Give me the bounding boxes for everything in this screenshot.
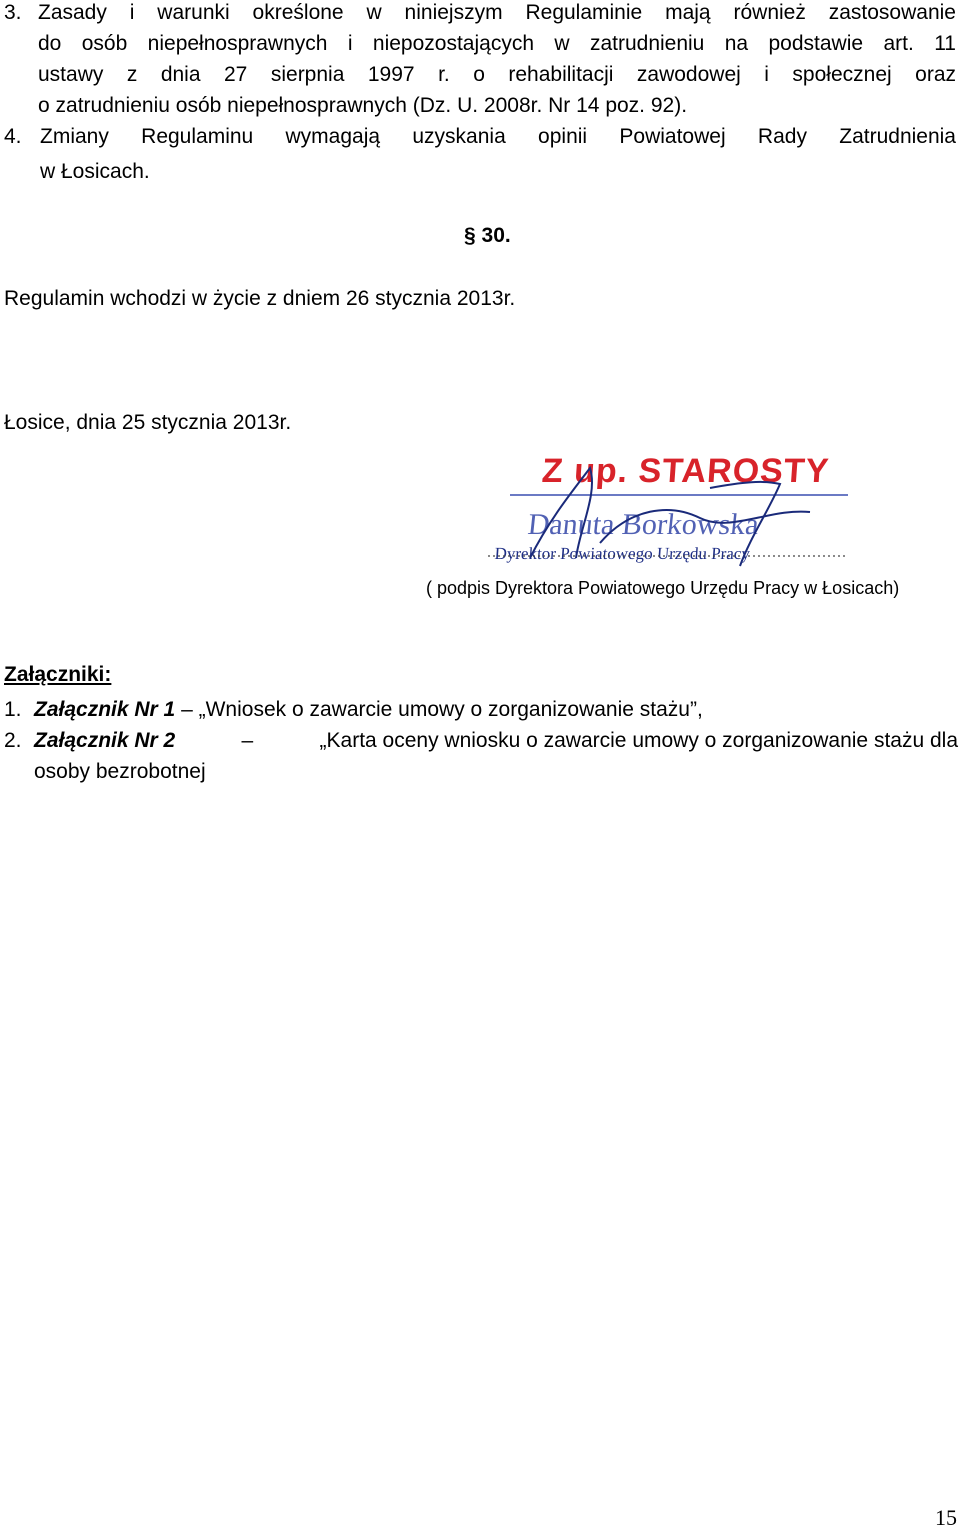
paragraph-line: Zasady i warunki określone w niniejszym Regulaminie mają również zastosowanie bbox=[38, 1, 956, 24]
attachment-title: „Wniosek o zawarcie umowy o zorganizowanie stażu”, bbox=[198, 698, 703, 721]
svg-text:Danuta Borkowska: Danuta Borkowska bbox=[526, 507, 761, 541]
item-number: 2. bbox=[4, 729, 22, 752]
signature-graphic bbox=[480, 448, 860, 578]
stamp-title: Z up. STAROSTY bbox=[540, 452, 831, 490]
attachment-label: Załącznik Nr 1 bbox=[34, 698, 176, 721]
attachment-title: „Karta oceny wniosku o zawarcie umowy o zorganizowanie stażu dla bbox=[319, 729, 958, 752]
attachments-heading: Załączniki: bbox=[4, 663, 112, 686]
official-stamp bbox=[480, 448, 860, 578]
dash: – bbox=[241, 729, 254, 752]
attachment-item bbox=[0, 725, 960, 756]
signature-caption: ( podpis Dyrektora Powiatowego Urzędu Pracy w Łosicach) bbox=[426, 578, 900, 598]
attachment-label: Załącznik Nr 2 bbox=[34, 729, 176, 752]
effective-date-text: Regulamin wchodzi w życie z dniem 26 stycznia 2013r. bbox=[4, 287, 516, 310]
attachment-item bbox=[0, 694, 960, 725]
page-number: 15 bbox=[935, 1505, 957, 1530]
item-number: 3. bbox=[4, 1, 22, 24]
paragraph-line: w Łosicach. bbox=[40, 160, 150, 183]
section-heading: § 30. bbox=[464, 224, 511, 247]
paragraph-line: Zmiany Regulaminu wymagają uzyskania opinii Powiatowej Rady Zatrudnienia bbox=[40, 125, 956, 148]
paragraph-line: do osób niepełnosprawnych i niepozostających w zatrudnieniu na podstawie art. 11 bbox=[38, 32, 956, 55]
attachment-title-continued: osoby bezrobotnej bbox=[34, 760, 206, 783]
paragraph-line: ustawy z dnia 27 sierpnia 1997 r. o rehabilitacji zawodowej i społecznej oraz bbox=[38, 63, 956, 86]
svg-text:Dyrektor Powiatowego Urzędu Pr: Dyrektor Powiatowego Urzędu Pracy bbox=[493, 544, 751, 563]
dash: – bbox=[181, 698, 193, 721]
item-number: 1. bbox=[4, 698, 22, 721]
item-number: 4. bbox=[4, 125, 22, 148]
place-date: Łosice, dnia 25 stycznia 2013r. bbox=[4, 411, 292, 434]
paragraph-line: o zatrudnieniu osób niepełnosprawnych (Dz. U. 2008r. Nr 14 poz. 92). bbox=[38, 94, 688, 117]
